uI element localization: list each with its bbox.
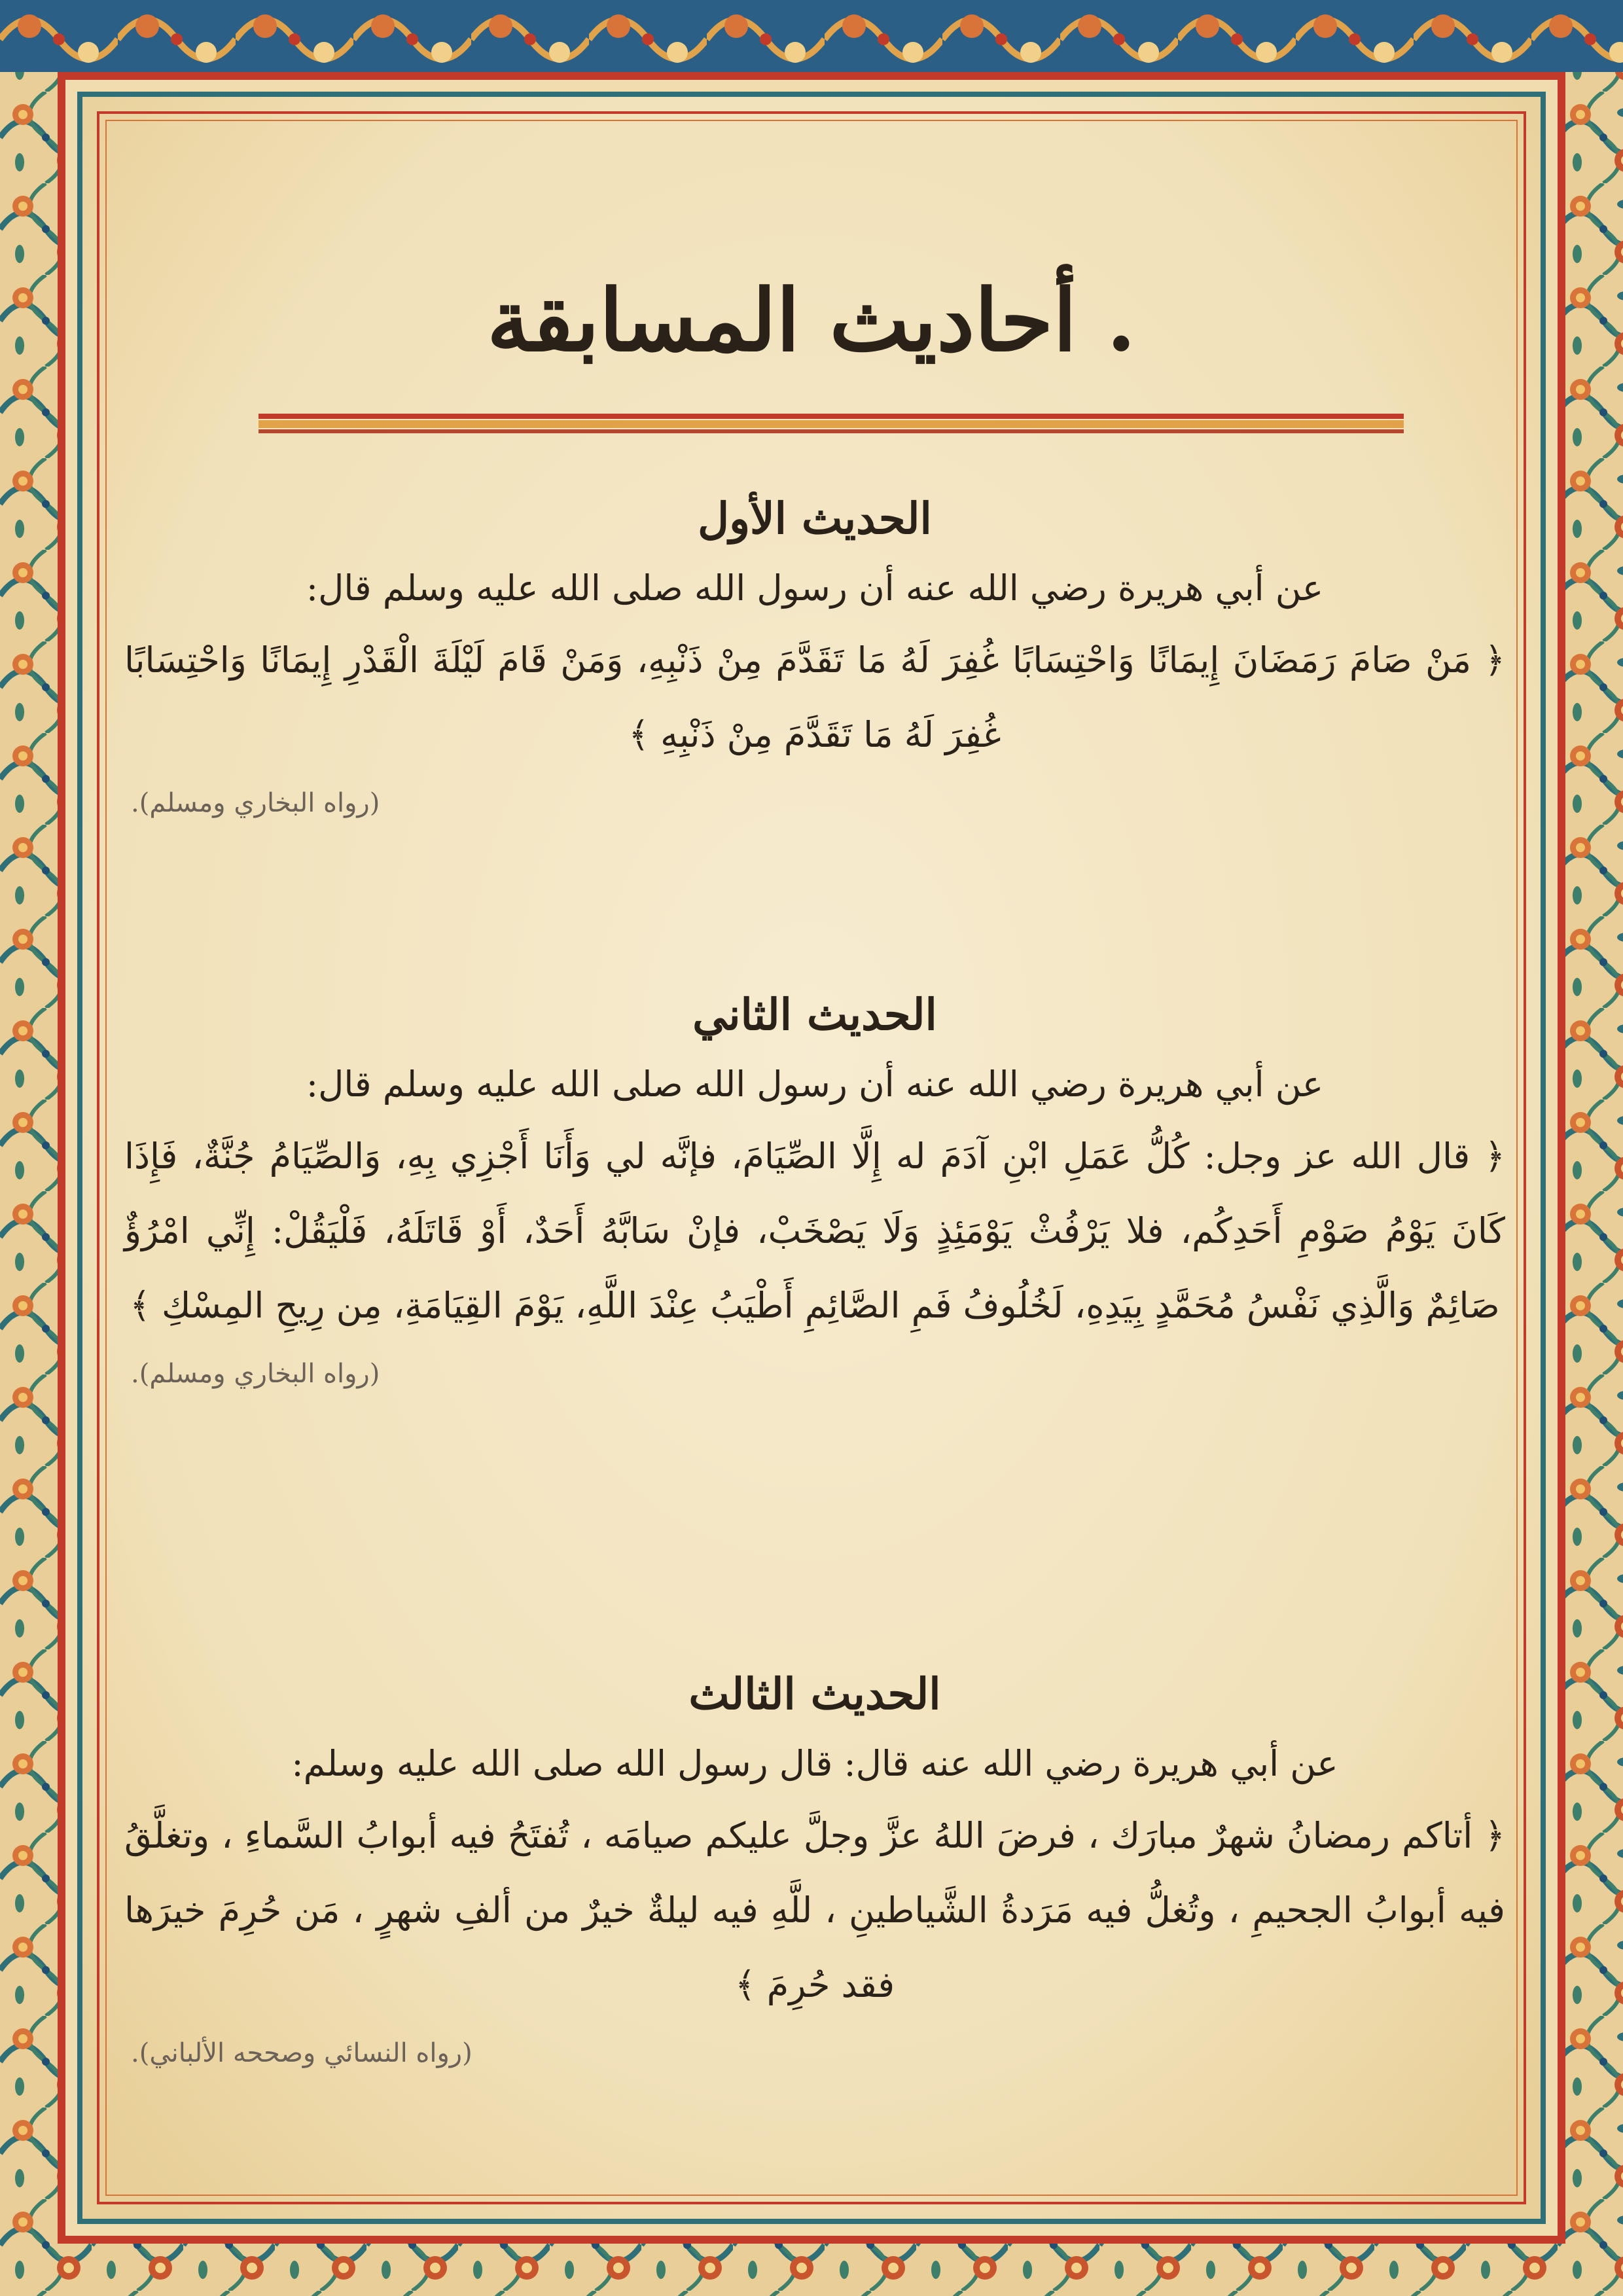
hadith-text: ﴿ مَنْ صَامَ رَمَضَانَ إِيمَانًا وَاحْتِسَابًا غُفِرَ لَهُ مَا تَقَدَّمَ مِنْ ذَنْبِهِ، وَمَنْ قَامَ لَيْلَةَ الْقَدْرِ إِيمَانًا وَاحْتِسَابًا غُفِرَ لَهُ مَا تَقَدَّمَ مِنْ ذَنْبِهِ ﴾ <box>124 639 1505 755</box>
hadith-intro: عن أبي هريرة رضي الله عنه أن رسول الله صلى الله عليه وسلم قال: <box>306 1064 1324 1105</box>
title-divider <box>259 414 1404 433</box>
hadith-source: (رواه البخاري ومسلم). <box>131 1359 380 1389</box>
hadith-heading: الحديث الثالث <box>688 1668 941 1719</box>
hadith-text: ﴿ أتاكم رمضانُ شهرٌ مبارَك ، فرضَ اللهُ عزَّ وجلَّ عليكم صيامَه ، تُفتَحُ فيه أبوابُ السَّماءِ ، وتغلَّقُ فيه أبوابُ الجحيمِ ، وتُغلُّ فيه مَرَدةُ الشَّياطينِ ، للَّهِ فيه ليلةٌ خيرٌ من ألفِ شهرٍ ، مَن حُرِمَ خيرَها فقد حُرِمَ ﴾ <box>124 1815 1505 2005</box>
hadith-source: (رواه النسائي وصححه الألباني). <box>131 2038 473 2068</box>
hadith-heading: الحديث الثاني <box>692 989 937 1040</box>
hadith-source: (رواه البخاري ومسلم). <box>131 788 380 818</box>
hadith-section-1 <box>118 486 1512 826</box>
hadith-section-3 <box>118 1661 1512 2076</box>
page-title: أحاديث المسابقة . <box>487 270 1136 370</box>
hadith-heading: الحديث الأول <box>698 493 932 544</box>
hadith-text: ﴿ قال الله عز وجل: كُلُّ عَمَلِ ابْنِ آدَمَ له إِلَّا الصِّيَامَ، فإنَّه لي وَأَنَا أَجْزِي بِهِ، وَالصِّيَامُ جُنَّةٌ، فَإِذَا كَانَ يَوْمُ صَوْمِ أَحَدِكُم، فلا يَرْفُثْ يَوْمَئِذٍ وَلَا يَصْخَبْ، فإنْ سَابَّهُ أَحَدٌ، أَوْ قَاتَلَهُ، فَلْيَقُلْ: إِنِّي امْرُؤٌ صَائِمٌ وَالَّذِي نَفْسُ مُحَمَّدٍ بِيَدِهِ، لَخُلُوفُ فَمِ الصَّائِمِ أَطْيَبُ عِنْدَ اللَّهِ، يَوْمَ القِيَامَةِ، مِن رِيحِ المِسْكِ ﴾ <box>124 1136 1505 1326</box>
hadith-intro: عن أبي هريرة رضي الله عنه أن رسول الله صلى الله عليه وسلم قال: <box>306 567 1324 609</box>
hadith-section-2 <box>118 982 1512 1397</box>
hadith-intro: عن أبي هريرة رضي الله عنه قال: قال رسول الله صلى الله عليه وسلم: <box>291 1743 1338 1784</box>
